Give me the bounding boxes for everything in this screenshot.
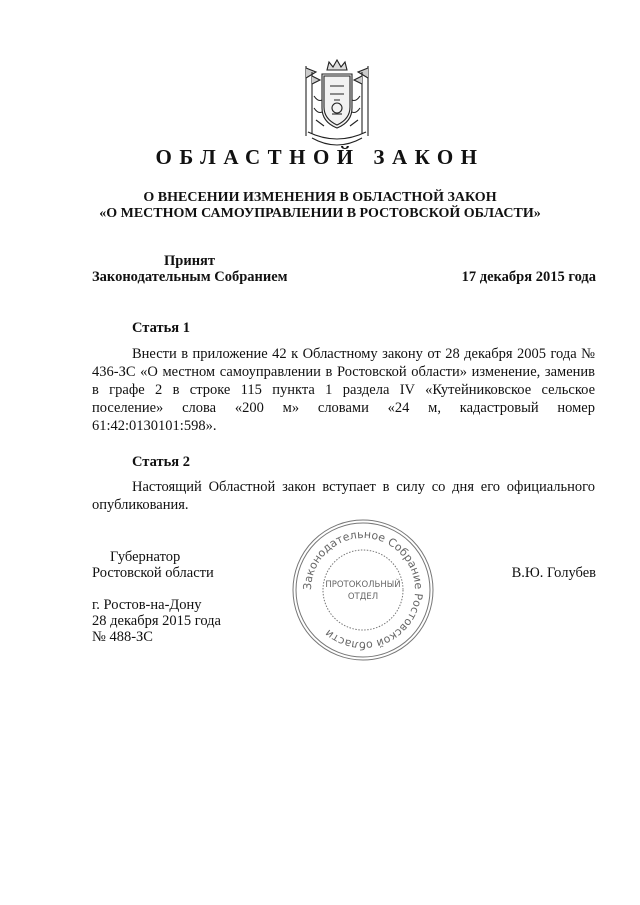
meta-date: 28 декабря 2015 года [92, 613, 221, 629]
meta-city: г. Ростов-на-Дону [92, 597, 202, 613]
official-stamp [288, 515, 438, 665]
signatory-region: Ростовской области [92, 565, 214, 581]
article-1-text: Внести в приложение 42 к Областному закону от 28 декабря 2005 года № 436-ЗС «О местном самоуправлении в Ростовской области» изменение, заменив в графе 2 в строке 115 пункта 1 раздела IV «Кутейниковское сельское поселение» слова «200 м» словами «24 м, кадастровый номер 61:42:0130101:598». [92, 346, 595, 434]
rostov-region-coat-of-arms-icon [294, 56, 380, 154]
signatory-name: В.Ю. Голубев [511, 565, 596, 581]
stamp-center-line-1: ПРОТОКОЛЬНЫЙ [325, 580, 401, 590]
stamp-ring-text: Законодательное Собрание Ростовской области [300, 527, 426, 653]
signatory-title: Губернатор [110, 549, 181, 565]
law-subtitle-line-2: «О МЕСТНОМ САМОУПРАВЛЕНИИ В РОСТОВСКОЙ ОБЛАСТИ» [99, 206, 541, 221]
law-subtitle-line-1: О ВНЕСЕНИИ ИЗМЕНЕНИЯ В ОБЛАСТНОЙ ЗАКОН [143, 190, 497, 205]
meta-number: № 488-ЗС [92, 629, 153, 645]
stamp-center-line-2: ОТДЕЛ [347, 592, 379, 602]
adopted-date: 17 декабря 2015 года [461, 269, 596, 285]
article-2-heading: Статья 2 [132, 454, 190, 470]
law-type-heading: ОБЛАСТНОЙ ЗАКОН [155, 145, 485, 169]
article-1-heading: Статья 1 [132, 320, 190, 336]
article-2-text: Настоящий Областной закон вступает в силу со дня его официального опубликования. [92, 479, 595, 513]
law-subtitle [0, 190, 640, 222]
adopted-label: Принят [164, 253, 216, 269]
adopted-by-body: Законодательным Собранием [92, 269, 288, 285]
